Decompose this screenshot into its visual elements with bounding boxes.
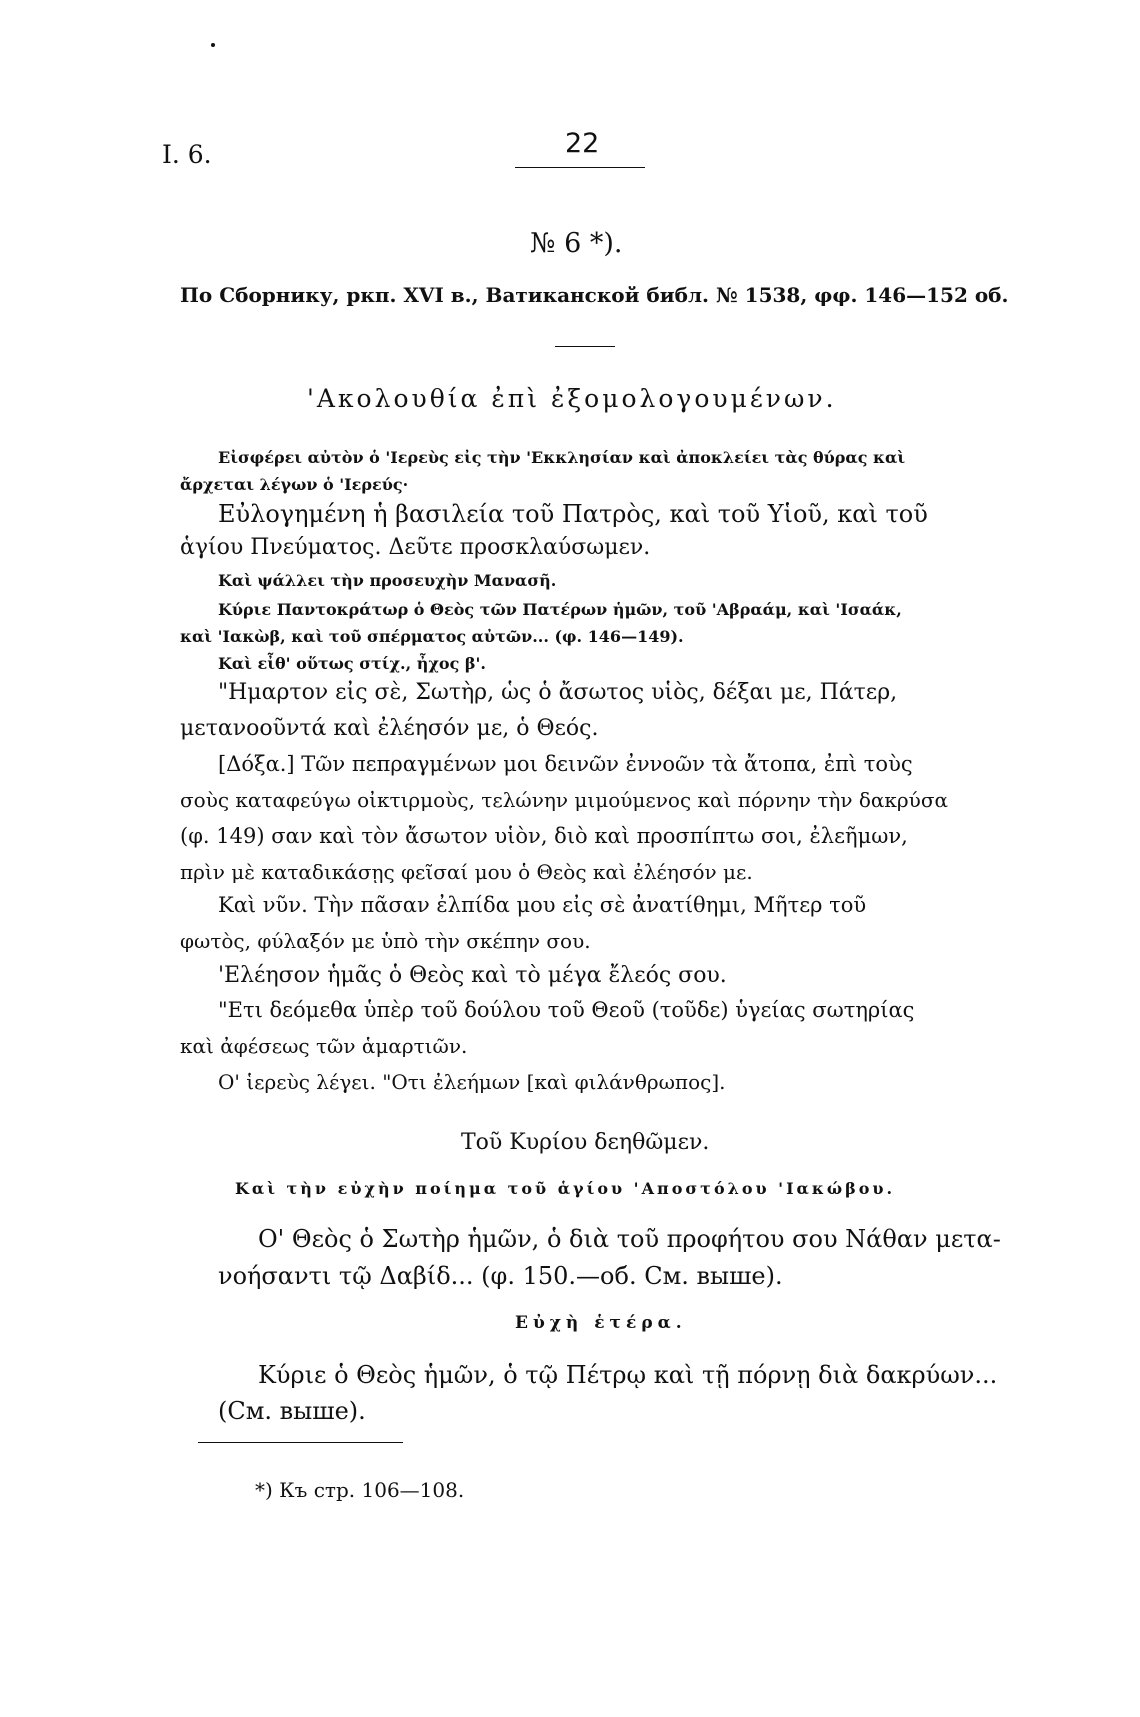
rubric-line: Εἰσφέρει αὐτὸν ὁ 'Ιερεὺς εἰς τὴν 'Εκκλησίαν καὶ ἀποκλείει τὰς θύρας καὶ xyxy=(218,448,906,467)
document-number: № 6 *). xyxy=(530,228,623,259)
heading-line: Τοῦ Κυρίου δεηθῶμεν. xyxy=(461,1130,710,1155)
rubric-heading: Καὶ τὴν εὐχὴν ποίημα τοῦ ἁγίου 'Αποστόλου 'Ιακώβου. xyxy=(235,1179,896,1198)
text-line: φωτὸς, φύλαξόν με ὑπὸ τὴν σκέπην σου. xyxy=(180,929,591,953)
rubric-line: καὶ 'Ιακὼβ, καὶ τοῦ σπέρματος αὐτῶν... (φ. 146—149). xyxy=(180,627,684,646)
text-line: Εὐλογημένη ἡ βασιλεία τοῦ Πατρὸς, καὶ τοῦ Υἱοῦ, καὶ τοῦ xyxy=(218,500,928,528)
text-line: (φ. 149) σαν καὶ τὸν ἄσωτον υἱὸν, διὸ καὶ προσπίπτω σοι, ἐλεῆμων, xyxy=(180,824,908,848)
text-line: σοὺς καταφεύγω οἰκτιρμοὺς, τελώνην μιμούμενος καὶ πόρνην τὴν δακρύσα xyxy=(180,788,948,812)
rubric-heading: Εὐχὴ ἑτέρα. xyxy=(515,1313,687,1333)
section-ref: I. 6. xyxy=(162,140,212,169)
header-rule xyxy=(515,167,645,168)
text-line: Ο' ἱερεὺς λέγει. "Οτι ἐλεήμων [καὶ φιλάνθρωπος]. xyxy=(218,1070,726,1094)
text-line: "Ημαρτον εἰς σὲ, Σωτὴρ, ὡς ὁ ἄσωτος υἱὸς, δέξαι με, Πάτερ, xyxy=(218,680,898,705)
text-line: ἁγίου Πνεύματος. Δεῦτε προσκλαύσωμεν. xyxy=(180,535,651,560)
text-line: (См. выше). xyxy=(218,1397,366,1425)
rubric-line: Καὶ εἶθ' οὕτως στίχ., ἦχος β'. xyxy=(218,654,486,673)
rubric-line: Καὶ ψάλλει τὴν προσευχὴν Μανασῆ. xyxy=(218,571,557,590)
text-line: νοήσαντι τῷ Δαβίδ... (φ. 150.—об. См. выше). xyxy=(218,1262,783,1290)
text-line: μετανοοῦντά καὶ ἐλέησόν με, ὁ Θεός. xyxy=(180,716,599,741)
text-line: "Ετι δεόμεθα ὑπὲρ τοῦ δούλου τοῦ Θεοῦ (τοῦδε) ὑγείας σωτηρίας xyxy=(218,998,915,1022)
text-line: Κύριε ὁ Θεὸς ἡμῶν, ὁ τῷ Πέτρῳ καὶ τῇ πόρνῃ διὰ δακρύων... xyxy=(258,1361,998,1389)
ink-speck xyxy=(211,43,215,47)
text-line: [Δόξα.] Τῶν πεπραγμένων μοι δεινῶν ἐννοῶν τὰ ἄτοπα, ἐπὶ τοὺς xyxy=(218,752,913,776)
text-line: καὶ ἀφέσεως τῶν ἁμαρτιῶν. xyxy=(180,1034,468,1058)
text-line: Καὶ νῦν. Τὴν πᾶσαν ἐλπίδα μου εἰς σὲ ἀνατίθημι, Μῆτερ τοῦ xyxy=(218,893,867,917)
footnote: *) Къ стр. 106—108. xyxy=(255,1478,465,1502)
rubric-line: Κύριε Παντοκράτωρ ὁ Θεὸς τῶν Πατέρων ἡμῶν, τοῦ 'Αβραάμ, καὶ 'Ισαάκ, xyxy=(218,600,902,619)
footnote-rule xyxy=(198,1442,403,1443)
title: 'Ακολουθία ἐπὶ ἐξομολογουμένων. xyxy=(307,384,837,413)
page-number: 22 xyxy=(565,128,600,159)
source-line: По Сборнику, ркп. XVI в., Ватиканской библ. № 1538, φφ. 146—152 об. xyxy=(180,283,1009,307)
text-line: πρὶν μὲ καταδικάσῃς φεῖσαί μου ὁ Θεὸς καὶ ἐλέησόν με. xyxy=(180,860,753,884)
text-line: 'Ελέησον ἡμᾶς ὁ Θεὸς καὶ τὸ μέγα ἔλεός σου. xyxy=(218,963,727,988)
rubric-line: ἄρχεται λέγων ὁ 'Ιερεύς· xyxy=(180,475,409,494)
text-line: Ο' Θεὸς ὁ Σωτὴρ ἡμῶν, ὁ διὰ τοῦ προφήτου σου Νάθαν μετα- xyxy=(258,1225,1001,1253)
short-rule xyxy=(555,346,615,347)
